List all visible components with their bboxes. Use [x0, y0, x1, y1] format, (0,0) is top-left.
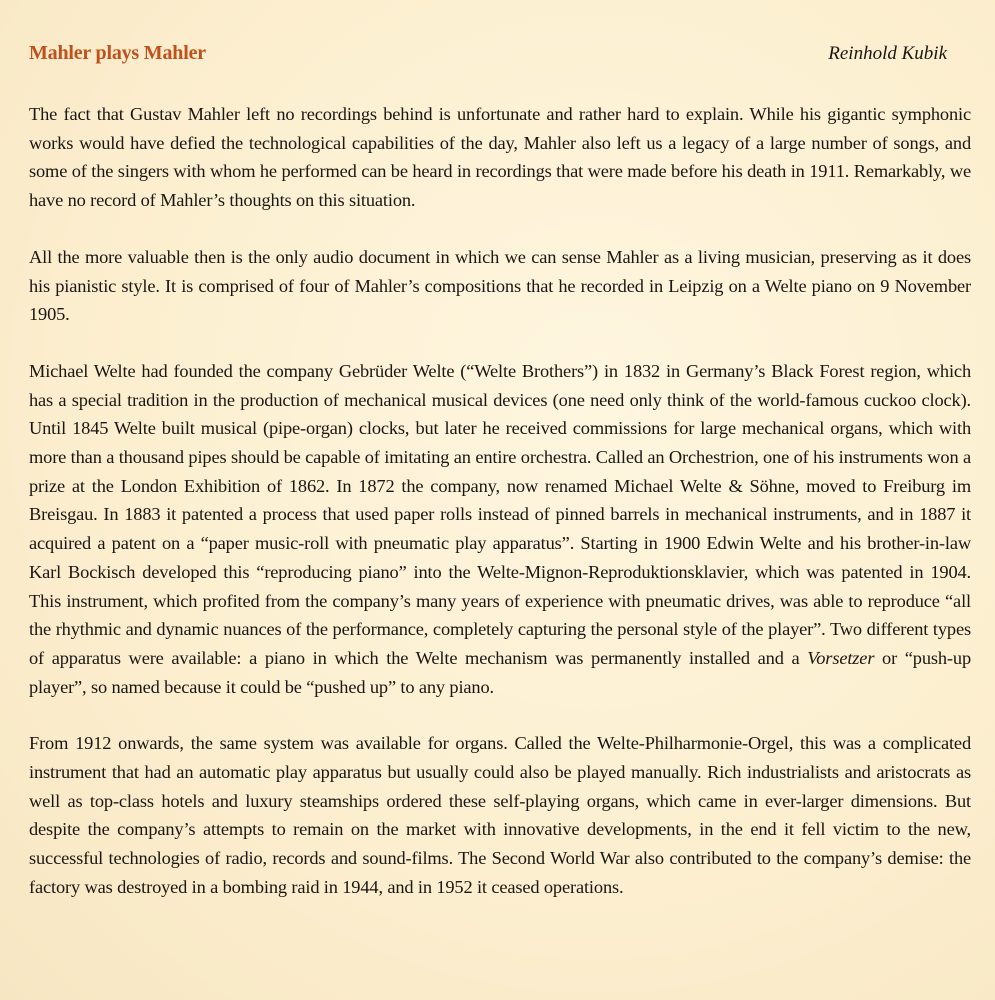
article-title: Mahler plays Mahler: [29, 42, 206, 64]
article-body: [29, 100, 971, 902]
paragraph-4: From 1912 onwards, the same system was available for organs. Called the Welte-Philharmonie-Orgel, this was a complicated instrument that had an automatic play apparatus but usually could also be played manually. Rich industrialists and aristocrats as well as top-class hotels and luxury steamships ordered these self-playing organs, which came in ever-larger dimensions. But despite the company’s attempts to remain on the market with innovative developments, in the end it fell victim to the new, successful technologies of radio, records and sound-films. The Second World War also contributed to the company’s demise: the factory was destroyed in a bombing raid in 1944, and in 1952 it ceased operations.: [29, 733, 971, 897]
paragraph-3-text-b: or “push-up player”, so named because it could be “pushed up” to any piano.: [29, 647, 971, 697]
author-name: Reinhold Kubik: [828, 43, 947, 64]
paragraph-1: The fact that Gustav Mahler left no recordings behind is unfortunate and rather hard to explain. While his gigantic symphonic works would have defied the technological capabilities of the day, Mahler also left us a legacy of a large number of songs, and some of the singers with whom he performed can be heard in recordings that were made before his death in 1911. Remarkably, we have no record of Mahler’s thoughts on this situation.: [29, 104, 971, 211]
document-page: [29, 42, 971, 930]
paragraph-3-italic-term: Vorsetzer: [807, 647, 875, 668]
header: [29, 42, 971, 72]
paragraph-2: All the more valuable then is the only audio document in which we can sense Mahler as a living musician, preserving as it does his pianistic style. It is comprised of four of Mahler’s compositions that he recorded in Leipzig on a Welte piano on 9 November 1905.: [29, 246, 971, 325]
paragraph-3-text-a: Michael Welte had founded the company Gebrüder Welte (“Welte Brothers”) in 1832 in Germany’s Black Forest region, which has a special tradition in the production of mechanical musical devices (one need only think of the world-famous cuckoo clock). Until 1845 Welte built musical (pipe-organ) clocks, but later he received commissions for large mechanical organs, which with more than a thousand pipes should be capable of imitating an entire orchestra. Called an Orchestrion, one of his instruments won a prize at the London Exhibition of 1862. In 1872 the company, now renamed Michael Welte & Söhne, moved to Freiburg im Breisgau. In 1883 it patented a process that used paper rolls instead of pinned barrels in mechanical instruments, and in 1887 it acquired a patent on a “paper music-roll with pneumatic play apparatus”. Starting in 1900 Edwin Welte and his brother-in-law Karl Bockisch developed this “reproducing piano” into the Welte-Mignon-Reproduktionsklavier, which was patented in 1904. This instrument, which profited from the company’s many years of experience with pneumatic drives, was able to reproduce “all the rhythmic and dynamic nuances of the performance, completely capturing the personal style of the player”. Two different types of apparatus were available: a piano in which the Welte mechanism was permanently installed and a: [29, 360, 971, 668]
paragraph-3: [29, 357, 971, 701]
